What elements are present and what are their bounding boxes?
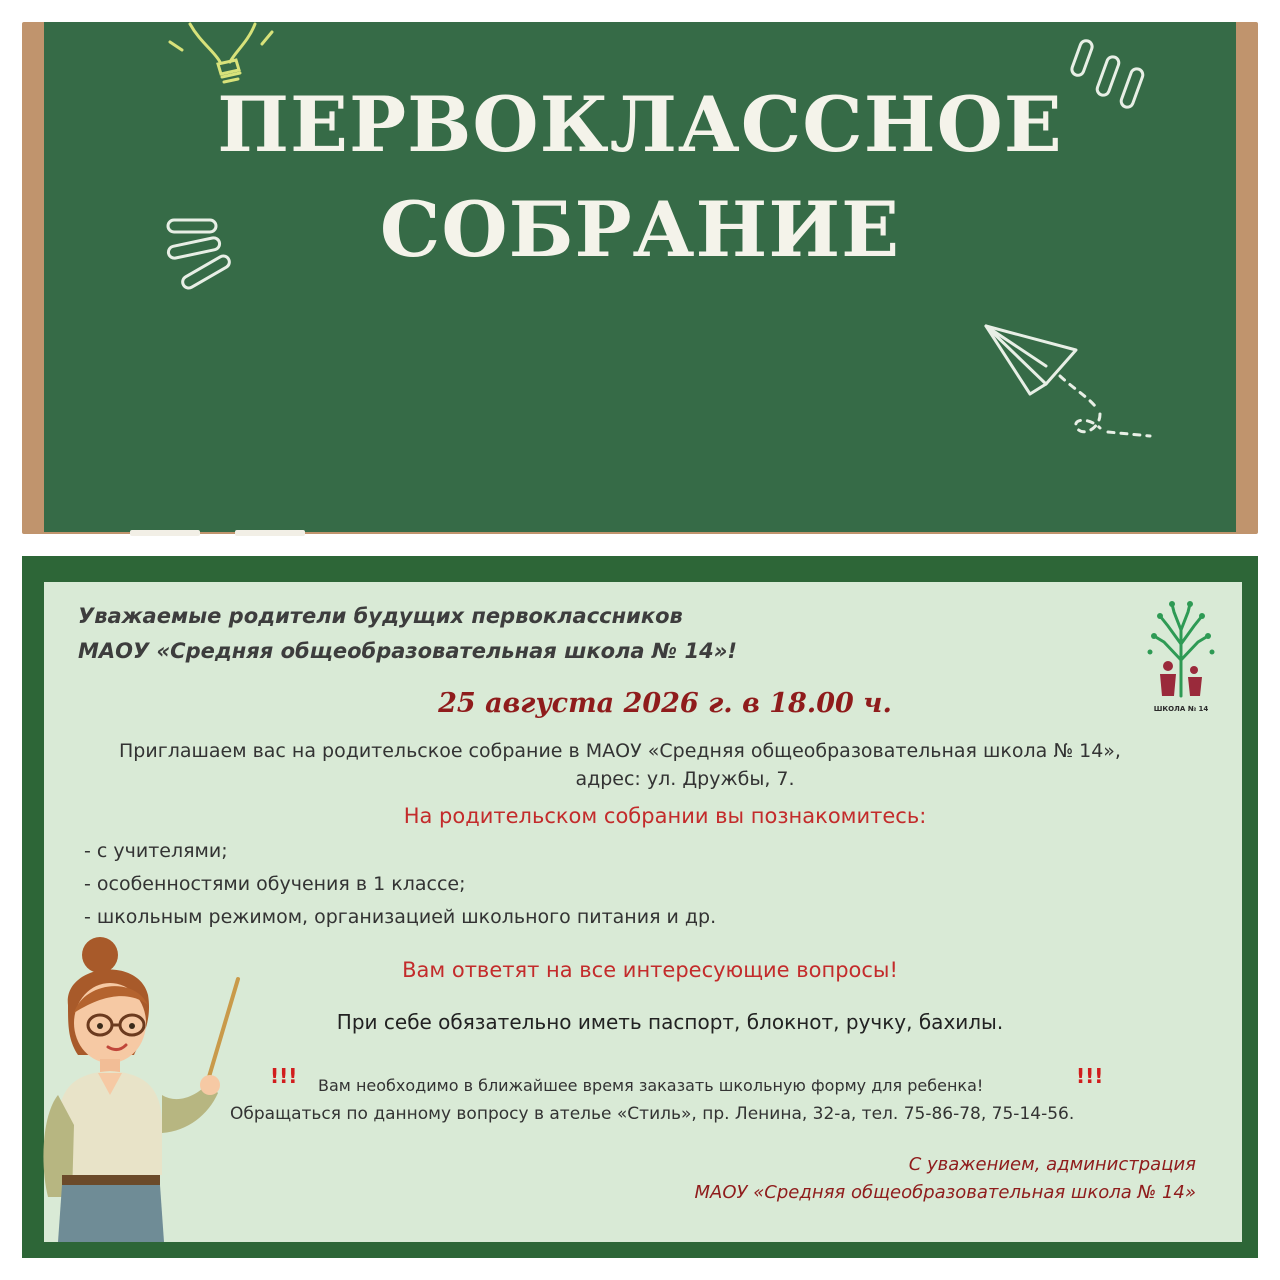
board-title-line1: ПЕРВОКЛАССНОЕ: [217, 80, 1063, 169]
topic-item: - школьным режимом, организацией школьного питания и др.: [84, 906, 717, 928]
paper-plane-icon: [980, 318, 1160, 458]
bring-note: При себе обязательно иметь паспорт, блокнот, ручку, бахилы.: [336, 1010, 1004, 1034]
invite-line1: Приглашаем вас на родительское собрание в МАОУ «Средняя общеобразовательная школа № 14»,: [119, 740, 1121, 762]
topic-item: - с учителями;: [84, 840, 228, 862]
questions-note: Вам ответят на все интересующие вопросы!: [402, 958, 898, 982]
meeting-datetime: 25 августа 2026 г. в 18.00 ч.: [438, 688, 892, 719]
topics-heading: На родительском собрании вы познакомитесь:: [403, 804, 927, 828]
signature-line1: С уважением, администрация: [908, 1154, 1196, 1175]
teacher-illustration: [38, 935, 248, 1242]
board-title-line2: СОБРАНИЕ: [379, 185, 901, 274]
greeting-line1: Уважаемые родители будущих первоклассников: [78, 604, 683, 628]
uniform-note: Вам необходимо в ближайшее время заказать школьную форму для ребенка!: [318, 1076, 984, 1095]
greeting-line2: МАОУ «Средняя общеобразовательная школа № 14»!: [78, 639, 737, 663]
school-logo-label: ШКОЛА № 14: [1153, 705, 1209, 713]
invite-line2: адрес: ул. Дружбы, 7.: [575, 768, 795, 790]
signature-line2: МАОУ «Средняя общеобразовательная школа № 14»: [694, 1182, 1196, 1203]
chalk-piece: [235, 530, 305, 536]
topic-item: - особенностями обучения в 1 классе;: [84, 873, 466, 895]
uniform-contact: Обращаться по данному вопросу в ателье «Стиль», пр. Ленина, 32-а, тел. 75-86-78, 75-14-56.: [230, 1104, 1075, 1124]
chalk-piece: [130, 530, 200, 536]
exclamation-left: !!!: [270, 1064, 298, 1088]
exclamation-right: !!!: [1076, 1064, 1104, 1088]
